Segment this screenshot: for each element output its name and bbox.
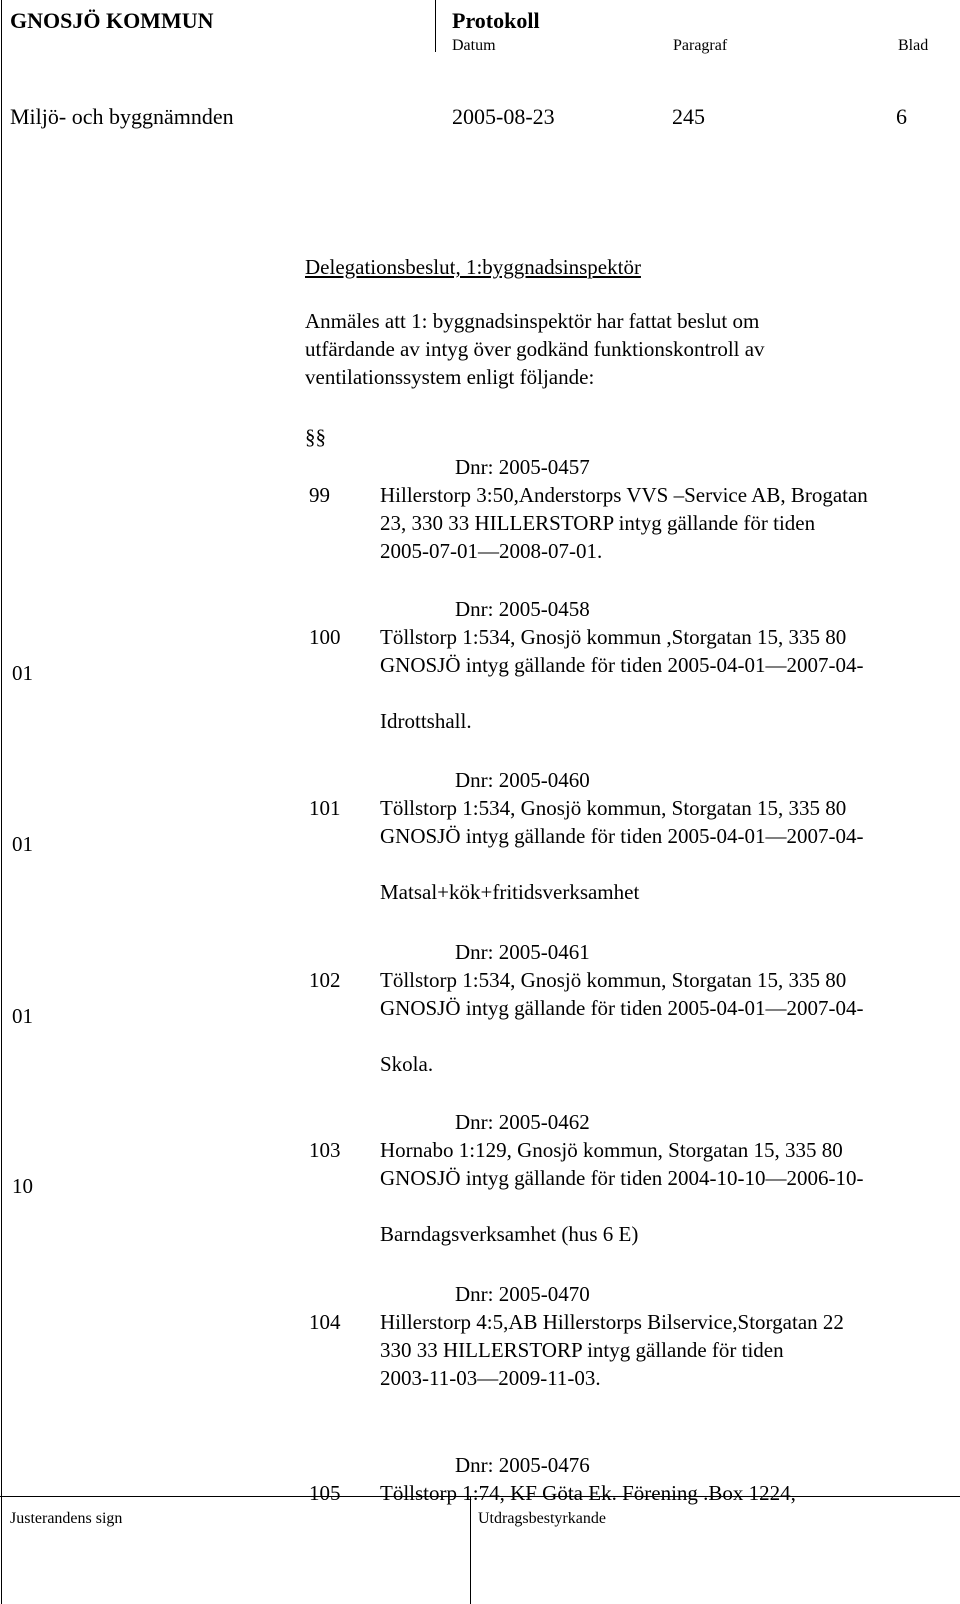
document-type: Protokoll [452, 8, 540, 33]
footer-divider-rule [470, 1496, 471, 1604]
item-text-line: Hillerstorp 4:5,AB Hillerstorps Bilservice,Storgatan 22 [380, 1310, 844, 1334]
footer-signature-label: Justerandens sign [10, 1510, 123, 1527]
item-dnr: Dnr: 2005-0460 [455, 768, 590, 792]
item-description: Idrottshall. [380, 709, 472, 733]
item-number: 99 [309, 483, 330, 507]
item-text-line: Hornabo 1:129, Gnosjö kommun, Storgatan 15, 335 80 [380, 1138, 843, 1162]
item-number: 105 [309, 1481, 341, 1505]
item-description: Skola. [380, 1052, 434, 1076]
section-marks: §§ [305, 425, 326, 449]
item-text-line: 23, 330 33 HILLERSTORP intyg gällande för tiden [380, 511, 816, 535]
item-dnr: Dnr: 2005-0458 [455, 597, 590, 621]
left-margin-rule [1, 0, 2, 1604]
intro-line-3: ventilationssystem enligt följande: [305, 365, 595, 389]
column-label-date: Datum [452, 37, 496, 54]
item-number: 103 [309, 1138, 341, 1162]
item-description: Barndagsverksamhet (hus 6 E) [380, 1222, 639, 1246]
item-number: 102 [309, 968, 341, 992]
organization-name: GNOSJÖ KOMMUN [10, 8, 214, 33]
item-margin-note: 10 [12, 1174, 33, 1198]
item-dnr: Dnr: 2005-0461 [455, 940, 590, 964]
column-label-page: Blad [898, 37, 929, 54]
item-description: Matsal+kök+fritidsverksamhet [380, 880, 640, 904]
item-dnr: Dnr: 2005-0476 [455, 1453, 590, 1477]
item-number: 100 [309, 625, 341, 649]
item-text-line: 2003-11-03—2009-11-03. [380, 1366, 601, 1390]
item-text-line: Töllstorp 1:534, Gnosjö kommun, Storgatan 15, 335 80 [380, 796, 847, 820]
item-number: 101 [309, 796, 341, 820]
column-label-paragraph: Paragraf [673, 37, 728, 54]
item-text-line: GNOSJÖ intyg gällande för tiden 2004-10-10—2006-10- [380, 1166, 864, 1190]
item-dnr: Dnr: 2005-0457 [455, 455, 590, 479]
header-divider-rule [435, 0, 436, 52]
meeting-date: 2005-08-23 [452, 104, 555, 129]
item-margin-note: 01 [12, 832, 33, 856]
board-name: Miljö- och byggnämnden [10, 104, 234, 129]
item-dnr: Dnr: 2005-0470 [455, 1282, 590, 1306]
item-margin-note: 01 [12, 661, 33, 685]
item-text-line: Hillerstorp 3:50,Anderstorps VVS –Service AB, Brogatan [380, 483, 868, 507]
item-dnr: Dnr: 2005-0462 [455, 1110, 590, 1134]
section-title: Delegationsbeslut, 1:byggnadsinspektör [305, 255, 641, 279]
item-margin-note: 01 [12, 1004, 33, 1028]
page-number: 6 [896, 104, 907, 129]
item-text-line: GNOSJÖ intyg gällande för tiden 2005-04-01—2007-04- [380, 653, 864, 677]
item-text-line: 330 33 HILLERSTORP intyg gällande för tiden [380, 1338, 784, 1362]
item-text-line: Töllstorp 1:74, KF Göta Ek. Förening .Box 1224, [380, 1481, 796, 1505]
item-text-line: GNOSJÖ intyg gällande för tiden 2005-04-01—2007-04- [380, 824, 864, 848]
item-text-line: 2005-07-01—2008-07-01. [380, 539, 603, 563]
item-text-line: Töllstorp 1:534, Gnosjö kommun ,Storgatan 15, 335 80 [380, 625, 847, 649]
paragraph-number: 245 [672, 104, 705, 129]
intro-line-1: Anmäles att 1: byggnadsinspektör har fattat beslut om [305, 309, 760, 333]
item-text-line: GNOSJÖ intyg gällande för tiden 2005-04-01—2007-04- [380, 996, 864, 1020]
footer-certification-label: Utdragsbestyrkande [478, 1510, 606, 1527]
item-number: 104 [309, 1310, 341, 1334]
intro-line-2: utfärdande av intyg över godkänd funktionskontroll av [305, 337, 765, 361]
item-text-line: Töllstorp 1:534, Gnosjö kommun, Storgatan 15, 335 80 [380, 968, 847, 992]
